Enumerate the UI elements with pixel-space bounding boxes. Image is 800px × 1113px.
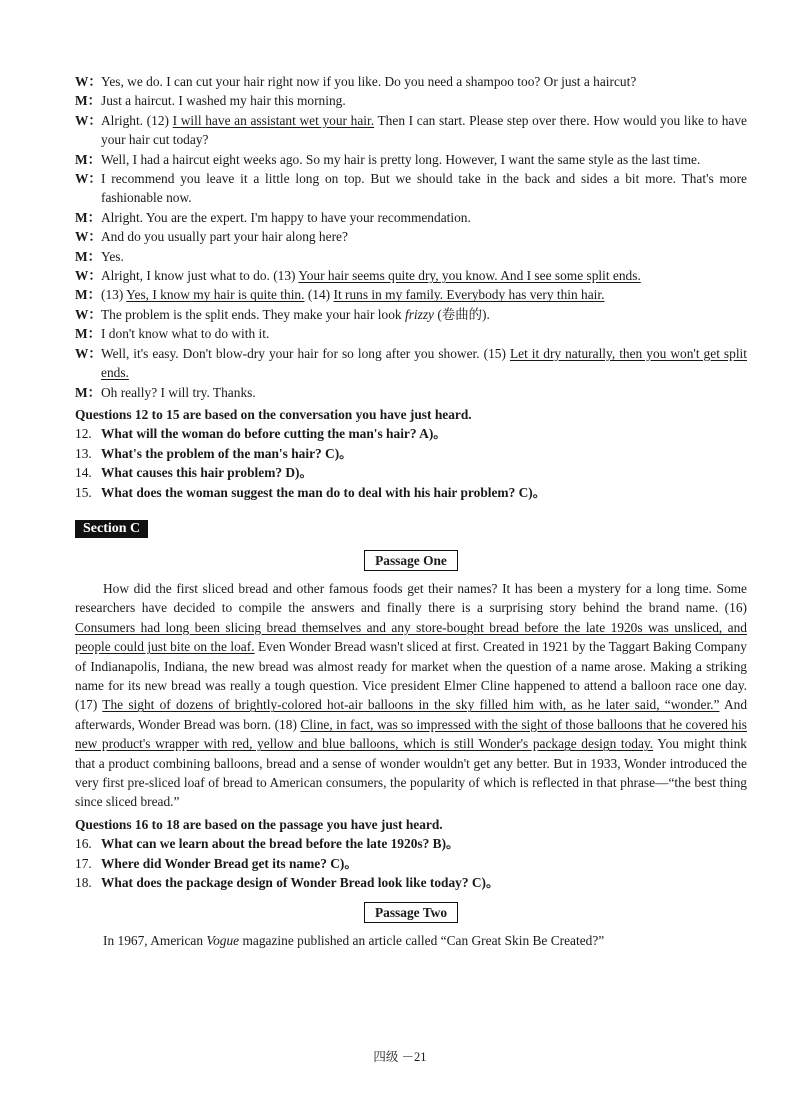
dialogue-line: [75, 150, 747, 169]
dialogue-text: Oh really? I will try. Thanks.: [101, 384, 256, 400]
dialogue-line: [75, 91, 747, 110]
question-item: [75, 873, 747, 892]
question-number: 15.: [75, 484, 92, 500]
question-text: What's the problem of the man's hair? C)。: [101, 445, 353, 461]
question-number: 14.: [75, 465, 92, 481]
dialogue-line: [75, 324, 747, 343]
italic-word: Vogue: [206, 933, 240, 949]
passage-title-box: Passage One: [364, 550, 458, 571]
speaker-label: M：: [75, 326, 102, 342]
dialogue-text: The problem is the split ends. They make your hair look frizzy (卷曲的).: [101, 306, 490, 322]
page-footer: 四级 －21: [373, 1050, 427, 1064]
dialogue-line: [75, 72, 747, 91]
question-number: 18.: [75, 875, 92, 891]
question-list: [75, 834, 747, 892]
speaker-label: W：: [75, 229, 102, 245]
passage-one-title: [75, 550, 747, 571]
speaker-label: M：: [75, 384, 102, 400]
dialogue-line: [75, 344, 747, 383]
question-number: 17.: [75, 855, 92, 871]
passage-title-box: Passage Two: [364, 902, 458, 923]
dialogue-text: Alright. You are the expert. I'm happy to have your recommendation.: [101, 209, 471, 225]
key-answer-underline: Consumers had long been slicing bread themselves and any store-bought bread before the late 1920s was unsliced, and people could just bite on the loaf.: [75, 619, 747, 655]
key-answer-underline: Yes, I know my hair is quite thin.: [126, 287, 305, 303]
speaker-label: W：: [75, 345, 102, 361]
dialogue-text: I recommend you leave it a little long on top. But we should take in the back and sides a bit more. That's more fashionable now.: [101, 171, 747, 206]
dialogue-line: [75, 305, 747, 324]
speaker-label: W：: [75, 268, 102, 284]
question-text: What will the woman do before cutting the man's hair? A)。: [101, 426, 447, 442]
question-item: [75, 854, 747, 873]
key-answer-underline: I will have an assistant wet your hair.: [172, 112, 375, 128]
speaker-label: W：: [75, 171, 102, 187]
passage-two-title: [75, 902, 747, 923]
question-number: 16.: [75, 836, 92, 852]
question-number: 13.: [75, 445, 92, 461]
question-text: What does the woman suggest the man do to deal with his hair problem? C)。: [101, 484, 547, 500]
dialogue-text: Yes.: [101, 248, 124, 264]
questions-heading: Questions 16 to 18 are based on the passage you have just heard.: [75, 816, 443, 832]
dialogue-line: [75, 169, 747, 208]
question-item: [75, 463, 747, 482]
question-item: [75, 483, 747, 502]
dialogue-line: [75, 247, 747, 266]
speaker-label: M：: [75, 93, 102, 109]
question-text: What causes this hair problem? D)。: [101, 465, 313, 481]
speaker-label: W：: [75, 74, 102, 89]
section-badge: Section C: [75, 520, 148, 538]
key-answer-underline: Let it dry naturally, then you won't get split ends.: [101, 345, 747, 381]
speaker-label: M：: [75, 287, 102, 303]
speaker-label: W：: [75, 306, 102, 322]
dialogue-line: [75, 208, 747, 227]
dialogue-text: Alright, I know just what to do. (13) Your hair seems quite dry, you know. And I see some split ends.: [101, 268, 641, 284]
question-item: [75, 834, 747, 853]
question-text: What does the package design of Wonder Bread look like today? C)。: [101, 875, 500, 891]
dialogue-line: [75, 227, 747, 246]
dialogue-text: Yes, we do. I can cut your hair right now if you like. Do you need a shampoo too? Or just a haircut?: [101, 74, 637, 89]
dialogue-line: [75, 285, 747, 304]
dialogue-text: I don't know what to do with it.: [101, 326, 270, 342]
passage-two-text: In 1967, American Vogue magazine published an article called “Can Great Skin Be Created?”: [103, 933, 605, 949]
section-c-header: [75, 518, 747, 540]
dialogue-text: Well, it's easy. Don't blow-dry your hair for so long after you shower. (15) Let it dry naturally, then you won't get split ends.: [101, 345, 747, 381]
dialogue: [75, 72, 747, 402]
question-item: [75, 424, 747, 443]
speaker-label: M：: [75, 209, 102, 225]
key-answer-underline: It runs in my family. Everybody has very thin hair.: [333, 287, 605, 303]
passage-one-text: How did the first sliced bread and other famous foods get their names? It has been a mystery for a long time. Some researchers have decided to compile the answers and finally there is a surprising story behind the brand name. (16) Consumers had long been slicing bread themselves and any store-bought bread before the late 1920s was unsliced, and people could just bite on the loaf. Even Wonder Bread wasn't sliced at first. Created in 1921 by the Taggart Baking Company of Indianapolis, Indiana, the new bread was almost ready for market when the question of a name arose. Making a striking name for its new bread was really a tough question. Vice president Elmer Cline happened to attend a balloon race one day. (17) The sight of dozens of brightly-colored hot-air balloons in the sky filled him with, as he later said, “wonder.” And afterwards, Wonder Bread was born. (18) Cline, in fact, was so impressed with the sight of those balloons that he covered his new product's wrapper with red, yellow and blue balloons, which is still Wonder's package design today. You might think that a product combining balloons, bread and a sense of wonder wouldn't get any better. But in 1933, Wonder introduced the very first pre-sliced loaf of bread to American consumers, the popularity of which is reflected in that phrase—“the best thing since sliced bread.”: [75, 580, 748, 810]
dialogue-text: Alright. (12) I will have an assistant wet your hair. Then I can start. Please step over there. How would you like to have your hair cut today?: [101, 112, 747, 148]
questions-heading: Questions 12 to 15 are based on the conversation you have just heard.: [75, 406, 472, 422]
speaker-label: W：: [75, 112, 102, 128]
question-list: [75, 424, 747, 502]
speaker-label: M：: [75, 248, 102, 264]
question-text: Where did Wonder Bread get its name? C)。: [101, 855, 358, 871]
key-answer-underline: Your hair seems quite dry, you know. And I see some split ends.: [298, 268, 641, 284]
dialogue-text: Just a haircut. I washed my hair this morning.: [101, 93, 346, 109]
speaker-label: M：: [75, 151, 102, 167]
dialogue-text: (13) Yes, I know my hair is quite thin. (14) It runs in my family. Everybody has very thin hair.: [101, 287, 605, 303]
question-number: 12.: [75, 426, 92, 442]
dialogue-line: [75, 266, 747, 285]
dialogue-text: Well, I had a haircut eight weeks ago. So my hair is pretty long. However, I want the same style as the last time.: [101, 151, 701, 167]
dialogue-line: [75, 111, 747, 150]
key-answer-underline: Cline, in fact, was so impressed with the sight of those balloons that he covered his new product's wrapper with red, yellow and blue balloons, which is still Wonder's package design today.: [75, 716, 748, 752]
question-item: [75, 444, 747, 463]
italic-word: frizzy: [404, 306, 434, 322]
question-text: What can we learn about the bread before the late 1920s? B)。: [101, 836, 460, 852]
key-answer-underline: The sight of dozens of brightly-colored hot-air balloons in the sky filled him with, as he later said, “wonder.”: [102, 697, 720, 713]
dialogue-text: And do you usually part your hair along here?: [101, 229, 348, 245]
page-content: [75, 72, 747, 951]
dialogue-line: [75, 383, 747, 402]
